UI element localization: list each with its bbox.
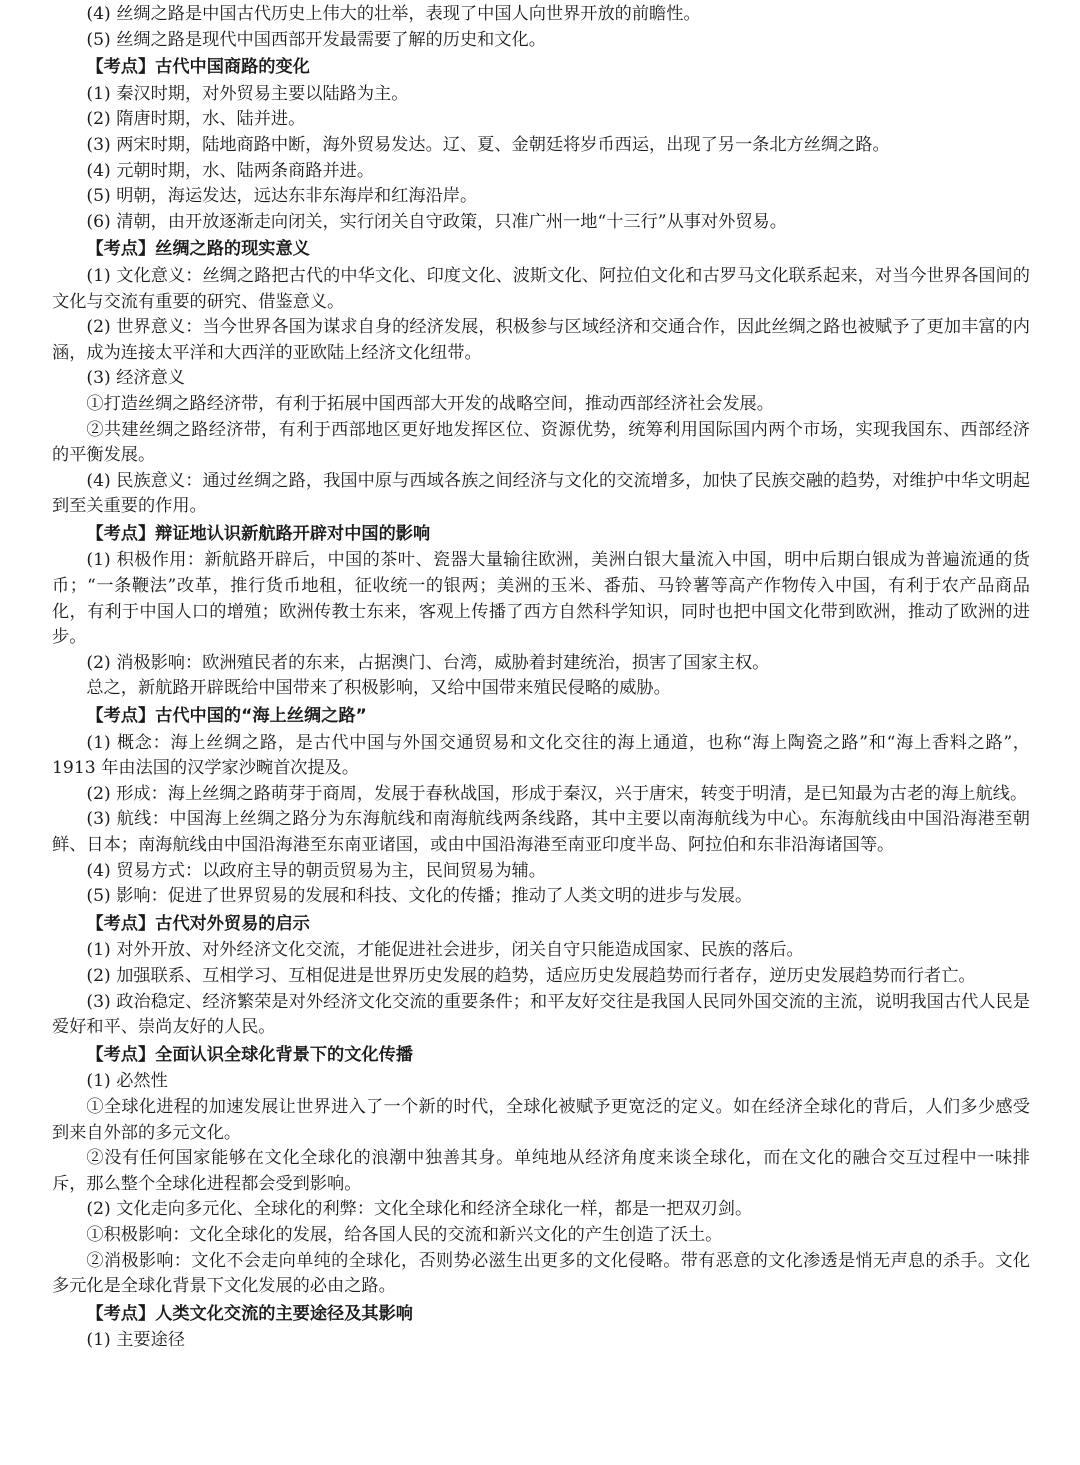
paragraph: (5) 明朝，海运发达，远达东非东海岸和红海沿岸。 — [86, 186, 478, 207]
paragraph: (2) 加强联系、互相学习、互相促进是世界历史发展的趋势，适应历史发展趋势而行者存，逆历史发展趋势而行者亡。 — [86, 965, 976, 986]
paragraph: ②没有任何国家能够在文化全球化的浪潮中独善其身。单纯地从经济角度来谈全球化，而在文化的融合交互过程中一味排斥，那么整个全球化进程都会受到影响。 — [52, 1148, 1030, 1194]
paragraph: (2) 形成：海上丝绸之路萌芽于商周，发展于春秋战国，形成于秦汉，兴于唐宋，转变于明清，是已知最为古老的海上航线。 — [86, 783, 1028, 804]
section-heading: 【考点】辩证地认识新航路开辟对中国的影响 — [86, 523, 431, 544]
paragraph: (3) 航线：中国海上丝绸之路分为东海航线和南海航线两条线路，其中主要以南海航线为中心。东海航线由中国沿海港至朝鲜、日本；南海航线由中国沿海港至东南亚诸国，或由中国沿海港至南亚印度半岛、阿拉伯和东非沿海诸国等。 — [52, 809, 1030, 855]
paragraph: (4) 丝绸之路是中国古代历史上伟大的壮举，表现了中国人向世界开放的前瞻性。 — [86, 4, 701, 24]
paragraph: (4) 贸易方式：以政府主导的朝贡贸易为主，民间贸易为辅。 — [86, 860, 546, 881]
paragraph: (3) 经济意义 — [86, 368, 185, 389]
section-heading: 【考点】丝绸之路的现实意义 — [86, 239, 310, 260]
paragraph: (3) 两宋时期，陆地商路中断，海外贸易发达。辽、夏、金朝廷将岁币西运，出现了另一条北方丝绸之路。 — [86, 134, 890, 155]
paragraph: (5) 影响：促进了世界贸易的发展和科技、文化的传播；推动了人类文明的进步与发展。 — [86, 886, 753, 907]
paragraph: ②消极影响：文化不会走向单纯的全球化，否则势必滋生出更多的文化侵略。带有恶意的文化渗透是悄无声息的杀手。文化多元化是全球化背景下文化发展的必由之路。 — [52, 1250, 1030, 1297]
paragraph: (1) 积极作用：新航路开辟后，中国的茶叶、瓷器大量输往欧洲，美洲白银大量流入中国，明中后期白银成为普遍流通的货币；“一条鞭法”改革，推行货币地租，征收统一的银两；美洲的玉米、番茄、马铃薯等高产作物传入中国，有利于农产品商品化，有利于中国人口的增殖；欧洲传教士东来，客观上传播了西方自然科学知识，同时也把中国文化带到欧洲，推动了欧洲的进步。 — [52, 550, 1030, 648]
paragraph: (3) 政治稳定、经济繁荣是对外经济文化交流的重要条件；和平友好交往是我国人民同外国交流的主流，说明我国古代人民是爱好和平、崇尚友好的人民。 — [52, 991, 1030, 1038]
paragraph: (4) 元朝时期，水、陆两条商路并进。 — [86, 160, 375, 181]
paragraph: (1) 对外开放、对外经济文化交流，才能促进社会进步，闭关自守只能造成国家、民族的落后。 — [86, 940, 804, 961]
paragraph: (2) 隋唐时期，水、陆并进。 — [86, 109, 306, 130]
paragraph: (1) 主要途径 — [86, 1330, 185, 1351]
paragraph: (2) 世界意义：当今世界各国为谋求自身的经济发展，积极参与区域经济和交通合作，因此丝绸之路也被赋予了更加丰富的内涵，成为连接太平洋和大西洋的亚欧陆上经济文化纽带。 — [52, 317, 1030, 363]
paragraph: ①打造丝绸之路经济带，有利于拓展中国西部大开发的战略空间，推动西部经济社会发展。 — [86, 393, 774, 414]
section-heading: 【考点】古代中国的“海上丝绸之路” — [86, 706, 367, 727]
paragraph: (1) 文化意义：丝绸之路把古代的中华文化、印度文化、波斯文化、阿拉伯文化和古罗马文化联系起来，对当今世界各国间的文化与交流有重要的研究、借鉴意义。 — [52, 265, 1030, 312]
paragraph: (6) 清朝，由开放逐渐走向闭关，实行闭关自守政策，只准广州一地“十三行”从事对外贸易。 — [86, 211, 787, 232]
section-heading: 【考点】古代对外贸易的启示 — [86, 913, 310, 934]
paragraph: (4) 民族意义：通过丝绸之路，我国中原与西域各族之间经济与文化的交流增多，加快了民族交融的趋势，对维护中华文明起到至关重要的作用。 — [52, 470, 1030, 517]
paragraph: (1) 概念：海上丝绸之路，是古代中国与外国交通贸易和文化交往的海上通道，也称“海上陶瓷之路”和“海上香料之路”，1913 年由法国的汉学家沙畹首次提及。 — [52, 732, 1030, 779]
section-heading: 【考点】古代中国商路的变化 — [86, 57, 310, 78]
section-heading: 【考点】人类文化交流的主要途径及其影响 — [86, 1303, 413, 1324]
paragraph: (1) 必然性 — [86, 1071, 168, 1092]
paragraph: ②共建丝绸之路经济带，有利于西部地区更好地发挥区位、资源优势，统筹利用国际国内两个市场，实现我国东、西部经济的平衡发展。 — [52, 419, 1030, 466]
paragraph: (5) 丝绸之路是现代中国西部开发最需要了解的历史和文化。 — [86, 29, 546, 50]
paragraph: ①积极影响：文化全球化的发展，给各国人民的交流和新兴文化的产生创造了沃土。 — [86, 1224, 723, 1245]
section-heading: 【考点】全面认识全球化背景下的文化传播 — [86, 1044, 413, 1065]
paragraph: (2) 文化走向多元化、全球化的利弊：文化全球化和经济全球化一样，都是一把双刃剑。 — [86, 1199, 753, 1220]
paragraph: 总之，新航路开辟既给中国带来了积极影响，又给中国带来殖民侵略的威胁。 — [86, 678, 671, 699]
paragraph: (2) 消极影响：欧洲殖民者的东来，占据澳门、台湾，威胁着封建统治，损害了国家主权。 — [86, 652, 770, 673]
paragraph: (1) 秦汉时期，对外贸易主要以陆路为主。 — [86, 83, 409, 104]
paragraph: ①全球化进程的加速发展让世界进入了一个新的时代，全球化被赋予更宽泛的定义。如在经济全球化的背后，人们多少感受到来自外部的多元文化。 — [52, 1096, 1030, 1143]
